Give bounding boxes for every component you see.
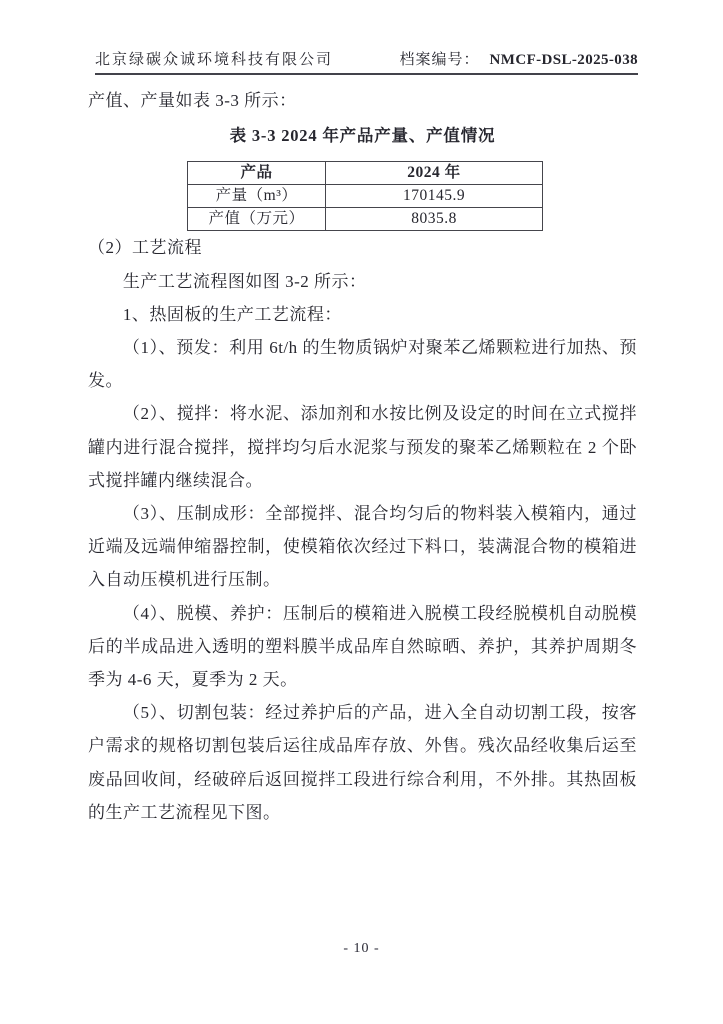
paragraph-step3-pressing: （3）、压制成形：全部搅拌、混合均匀后的物料装入模箱内，通过近端及远端伸缩器控制，使模箱依次经过下料口，装满混合物的模箱进入自动压模机进行压制。 (88, 504, 637, 590)
paragraph-flowchart-note: 生产工艺流程图如图 3-2 所示： (122, 271, 367, 291)
table-row (188, 208, 543, 231)
table-cell-value-label: 产值（万元） (188, 208, 326, 231)
section-heading-process: （2）工艺流程 (88, 238, 202, 258)
table-cell-output-value: 170145.9 (326, 185, 543, 208)
table-header-cell-year: 2024 年 (326, 162, 543, 185)
table-cell-value-value: 8035.8 (326, 208, 543, 231)
paragraph-step5-cutting-packing: （5）、切割包装：经过养护后的产品，进入全自动切割工段，按客户需求的规格切割包装后运往成品库存放、外售。残次品经收集后运至废品回收间，经破碎后返回搅拌工段进行综合利用，不外排。其热固板的生产工艺流程见下图。 (88, 703, 637, 822)
page-footer (0, 941, 723, 957)
document-body (88, 84, 637, 829)
company-name: 北京绿碳众诚环境科技有限公司 (95, 52, 334, 68)
table-header-row (188, 162, 543, 185)
paragraph-step4-demoulding-curing: （4）、脱模、养护：压制后的模箱进入脱模工段经脱模机自动脱模后的半成品进入透明的塑料膜半成品库自然晾晒、养护，其养护周期冬季为 4-6 天，夏季为 2 天。 (88, 603, 637, 690)
production-table (187, 161, 543, 231)
archive-number-group (400, 48, 638, 69)
page-number: - 10 - (343, 941, 380, 956)
table-title: 表 3-3 2024 年产品产量、产值情况 (229, 126, 496, 146)
table-row (188, 185, 543, 208)
table-header-cell-product: 产品 (188, 162, 326, 185)
paragraph-board-process-heading: 1、热固板的生产工艺流程： (122, 304, 342, 324)
paragraph-step2-mixing: （2）、搅拌：将水泥、添加剂和水按比例及设定的时间在立式搅拌罐内进行混合搅拌，搅拌均匀后水泥浆与预发的聚苯乙烯颗粒在 2 个卧式搅拌罐内继续混合。 (88, 404, 637, 490)
archive-number-value: NMCF-DSL-2025-038 (489, 52, 638, 68)
paragraph-step1-prefoaming: （1）、预发：利用 6t/h 的生物质锅炉对聚苯乙烯颗粒进行加热、预发。 (88, 338, 637, 391)
page-header (95, 44, 638, 75)
archive-number-label: 档案编号： (399, 52, 480, 68)
table-cell-output-label: 产量（m³） (188, 185, 326, 208)
intro-paragraph: 产值、产量如表 3-3 所示： (88, 91, 297, 110)
